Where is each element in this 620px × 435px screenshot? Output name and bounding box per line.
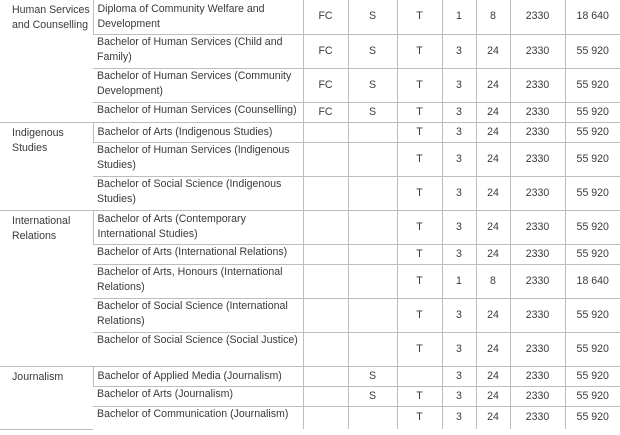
table-row [0, 210, 620, 244]
course-name-cell: Bachelor of Arts (Indigenous Studies) [93, 122, 303, 142]
course-name-cell: Bachelor of Social Science (Social Justice) [93, 332, 303, 366]
value-cell-2: S [348, 102, 397, 122]
value-cell-3: T [397, 34, 442, 68]
table-row [0, 244, 620, 264]
value-cell-7: 55 920 [565, 122, 620, 142]
value-cell-5: 8 [476, 0, 510, 34]
value-cell-5: 24 [476, 68, 510, 102]
value-cell-1 [303, 366, 348, 386]
value-cell-5: 24 [476, 366, 510, 386]
value-cell-1: FC [303, 68, 348, 102]
value-cell-5: 8 [476, 264, 510, 298]
value-cell-1 [303, 244, 348, 264]
value-cell-6: 2330 [510, 68, 565, 102]
value-cell-5: 24 [476, 332, 510, 366]
value-cell-7: 55 920 [565, 34, 620, 68]
value-cell-2: S [348, 34, 397, 68]
value-cell-7: 55 920 [565, 102, 620, 122]
value-cell-4: 3 [442, 366, 476, 386]
value-cell-1 [303, 122, 348, 142]
table-row [0, 34, 620, 68]
value-cell-4: 1 [442, 264, 476, 298]
value-cell-5: 24 [476, 122, 510, 142]
table-row [0, 176, 620, 210]
value-cell-6: 2330 [510, 264, 565, 298]
table-row [0, 122, 620, 142]
value-cell-6: 2330 [510, 122, 565, 142]
value-cell-3: T [397, 264, 442, 298]
value-cell-4: 3 [442, 122, 476, 142]
value-cell-6: 2330 [510, 176, 565, 210]
value-cell-4: 3 [442, 176, 476, 210]
field-of-study-cell: Human Services and Counselling [0, 0, 93, 122]
value-cell-7: 55 920 [565, 210, 620, 244]
value-cell-6: 2330 [510, 244, 565, 264]
value-cell-7: 55 920 [565, 366, 620, 386]
course-name-cell: Bachelor of Human Services (Community Development) [93, 68, 303, 102]
value-cell-4: 3 [442, 34, 476, 68]
table-row [0, 406, 620, 429]
table-row [0, 264, 620, 298]
value-cell-4: 3 [442, 102, 476, 122]
value-cell-6: 2330 [510, 34, 565, 68]
value-cell-7: 55 920 [565, 386, 620, 406]
course-name-cell: Bachelor of Human Services (Counselling) [93, 102, 303, 122]
value-cell-4: 3 [442, 298, 476, 332]
value-cell-7: 55 920 [565, 406, 620, 429]
value-cell-7: 55 920 [565, 332, 620, 366]
value-cell-5: 24 [476, 210, 510, 244]
course-name-cell: Bachelor of Social Science (International Relations) [93, 298, 303, 332]
field-of-study-cell: Journalism [0, 366, 93, 429]
value-cell-2: S [348, 68, 397, 102]
value-cell-6: 2330 [510, 406, 565, 429]
table-row [0, 68, 620, 102]
value-cell-7: 55 920 [565, 298, 620, 332]
value-cell-4: 3 [442, 210, 476, 244]
value-cell-3: T [397, 122, 442, 142]
value-cell-3: T [397, 244, 442, 264]
course-name-cell: Bachelor of Human Services (Indigenous Studies) [93, 142, 303, 176]
value-cell-7: 55 920 [565, 68, 620, 102]
course-name-cell: Bachelor of Arts (Journalism) [93, 386, 303, 406]
value-cell-7: 55 920 [565, 142, 620, 176]
value-cell-4: 3 [442, 244, 476, 264]
value-cell-2: S [348, 0, 397, 34]
value-cell-6: 2330 [510, 142, 565, 176]
course-name-cell: Bachelor of Arts (International Relations) [93, 244, 303, 264]
course-name-cell: Bachelor of Arts, Honours (International Relations) [93, 264, 303, 298]
value-cell-1 [303, 332, 348, 366]
value-cell-1: FC [303, 34, 348, 68]
table-row [0, 142, 620, 176]
value-cell-1 [303, 264, 348, 298]
field-of-study-cell: International Relations [0, 210, 93, 366]
table-row [0, 0, 620, 34]
value-cell-1 [303, 210, 348, 244]
value-cell-7: 55 920 [565, 176, 620, 210]
value-cell-2 [348, 210, 397, 244]
value-cell-1: FC [303, 102, 348, 122]
value-cell-3: T [397, 68, 442, 102]
course-name-cell: Bachelor of Human Services (Child and Family) [93, 34, 303, 68]
value-cell-3: T [397, 176, 442, 210]
value-cell-6: 2330 [510, 210, 565, 244]
value-cell-2 [348, 406, 397, 429]
value-cell-6: 2330 [510, 386, 565, 406]
value-cell-6: 2330 [510, 298, 565, 332]
value-cell-3: T [397, 332, 442, 366]
course-name-cell: Bachelor of Communication (Journalism) [97, 407, 289, 420]
value-cell-6: 2330 [510, 332, 565, 366]
value-cell-3: T [397, 406, 442, 429]
value-cell-2: S [348, 366, 397, 386]
value-cell-2: S [348, 386, 397, 406]
table-row [0, 102, 620, 122]
value-cell-2 [348, 122, 397, 142]
value-cell-4: 3 [442, 386, 476, 406]
value-cell-5: 24 [476, 102, 510, 122]
value-cell-6: 2330 [510, 102, 565, 122]
value-cell-2 [348, 298, 397, 332]
value-cell-5: 24 [476, 406, 510, 429]
table-row [0, 332, 620, 366]
value-cell-3 [397, 366, 442, 386]
value-cell-4: 3 [442, 142, 476, 176]
field-of-study-cell: Indigenous Studies [0, 122, 93, 210]
value-cell-5: 24 [476, 298, 510, 332]
value-cell-1 [303, 298, 348, 332]
value-cell-2 [348, 264, 397, 298]
value-cell-4: 3 [442, 332, 476, 366]
value-cell-5: 24 [476, 244, 510, 264]
value-cell-3: T [397, 102, 442, 122]
value-cell-3: T [397, 210, 442, 244]
value-cell-4: 3 [442, 68, 476, 102]
value-cell-4: 1 [442, 0, 476, 34]
value-cell-6: 2330 [510, 366, 565, 386]
value-cell-1 [303, 142, 348, 176]
value-cell-3: T [397, 386, 442, 406]
course-name-cell: Bachelor of Arts (Contemporary International Studies) [93, 210, 303, 244]
value-cell-1 [303, 386, 348, 406]
value-cell-2 [348, 142, 397, 176]
value-cell-5: 24 [476, 34, 510, 68]
table-row [0, 366, 620, 386]
table-row [0, 298, 620, 332]
value-cell-3: T [397, 0, 442, 34]
value-cell-5: 24 [476, 142, 510, 176]
value-cell-7: 55 920 [565, 244, 620, 264]
value-cell-1: FC [303, 0, 348, 34]
value-cell-2 [348, 244, 397, 264]
course-name-cell: Bachelor of Social Science (Indigenous Studies) [93, 176, 303, 210]
value-cell-2 [348, 176, 397, 210]
value-cell-6: 2330 [510, 0, 565, 34]
value-cell-5: 24 [476, 386, 510, 406]
value-cell-2 [348, 332, 397, 366]
value-cell-4: 3 [442, 406, 476, 429]
value-cell-3: T [397, 298, 442, 332]
table-row [0, 386, 620, 406]
value-cell-1 [303, 176, 348, 210]
value-cell-1 [303, 406, 348, 429]
value-cell-7: 18 640 [565, 264, 620, 298]
course-name-cell: Bachelor of Applied Media (Journalism) [93, 366, 303, 386]
value-cell-7: 18 640 [565, 0, 620, 34]
value-cell-5: 24 [476, 176, 510, 210]
course-name-cell: Diploma of Community Welfare and Development [93, 0, 303, 34]
value-cell-3: T [397, 142, 442, 176]
